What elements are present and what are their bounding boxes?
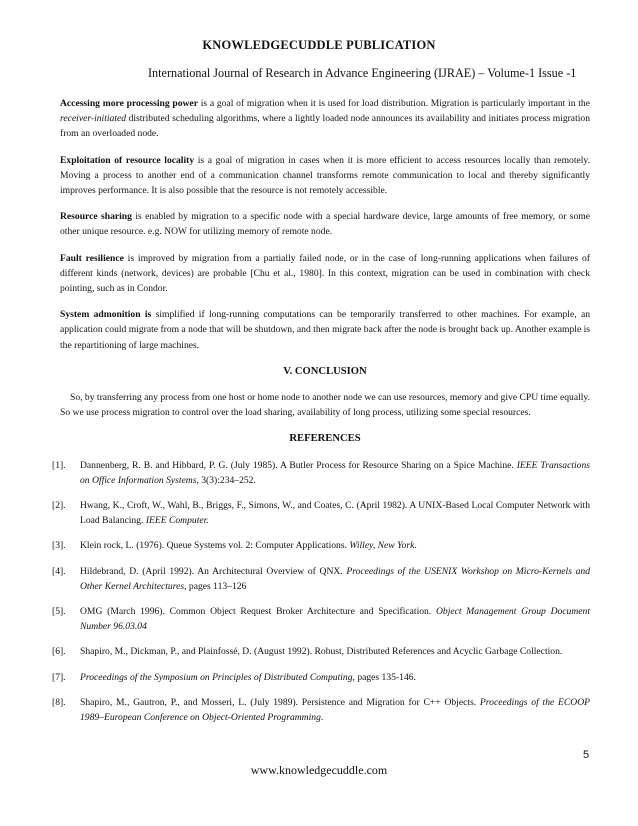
reference-number: [1].: [52, 459, 66, 471]
reference-item: [52, 458, 590, 488]
term-bold: Accessing more processing power: [60, 98, 198, 109]
reference-text: , pages 113–126: [184, 580, 247, 592]
reference-text: OMG (March 1996). Common Object Request Broker Architecture and Specification.: [80, 606, 436, 618]
reference-number: [5].: [52, 606, 66, 618]
reference-number: [4].: [52, 565, 66, 577]
reference-list: [52, 458, 591, 726]
reference-text: .: [320, 712, 324, 724]
reference-item: [52, 695, 590, 725]
paragraph-resource-sharing: [60, 209, 590, 239]
journal-header: International Journal of Research in Advance Engineering (IJRAE) – Volume-1 Issue -1: [148, 66, 577, 80]
reference-number: [6].: [52, 646, 66, 658]
reference-text: pages 135-146.: [354, 671, 416, 683]
document-body: [52, 96, 591, 735]
term-bold: Fault resilience: [60, 252, 124, 264]
page-number: 5: [583, 749, 590, 761]
footer-url: www.knowledgecuddle.com: [250, 763, 388, 777]
paragraph-text: distributed scheduling algorithms, where a lightly loaded node announces its availability and initiates process migration from an overloaded node.: [60, 113, 590, 140]
paragraph-processing-power: [60, 96, 590, 142]
references-heading: REFERENCES: [289, 433, 361, 445]
reference-number: [7].: [52, 671, 66, 683]
reference-text: , 3(3):234–252.: [196, 474, 256, 486]
reference-text: Hildebrand, D. (April 1992). An Architectural Overview of QNX.: [80, 565, 347, 577]
italic-term: receiver-initiated: [60, 113, 127, 125]
reference-number: [8].: [52, 696, 66, 708]
reference-text: Dannenberg, R. B. and Hibbard, P. G. (July 1985). A Butler Process for Resource Sharing on a Spice Machine.: [80, 459, 517, 471]
reference-text: Hwang, K., Croft, W., Wahl, B., Briggs, F., Simons, W., and Coates, C. (April 1982). A UNIX-Based Local Computer Network with Load Balancing.: [80, 500, 590, 527]
reference-source: Proceedings of the Symposium on Principles of Distributed Computing,: [80, 671, 355, 683]
paragraph-system-admonition: [60, 307, 590, 353]
reference-item: [52, 644, 590, 659]
reference-text: Shapiro, M., Dickman, P., and Plainfossé, D. (August 1992). Robust, Distributed References and Acyclic Garbage Collection.: [80, 646, 563, 658]
paragraph-resource-locality: [60, 153, 590, 199]
reference-item: [52, 604, 590, 634]
paragraph-text: simplified if long-running computations can be temporarily transferred to other machines. For example, an application could migrate from a node that will be shutdown, and then migrate back after the node is brought back up. Another example is the repartitioning of large machines.: [60, 309, 590, 351]
reference-number: [2].: [52, 500, 66, 512]
paragraph-fault-resilience: [60, 251, 590, 297]
publication-title: KNOWLEDGECUDDLE PUBLICATION: [202, 38, 436, 52]
reference-source: Proceedings of the USENIX Workshop on Micro-Kernels and Other Kernel Architectures: [80, 565, 590, 592]
reference-item: [52, 538, 590, 553]
reference-number: [3].: [52, 540, 66, 552]
term-bold: Resource sharing: [60, 211, 132, 223]
reference-source: IEEE Computer.: [145, 515, 209, 527]
reference-item: [52, 564, 590, 594]
paragraph-text: is improved by migration from a partially failed node, or in the case of long-running applications when failures of different kinds (network, devices) are probable [Chu et al., 1980]. In this context, migration can be used in combination with check pointing, such as in Condor.: [60, 252, 590, 295]
paragraph-text: is a goal of migration when it is used for load distribution. Migration is particularly important in the: [197, 98, 590, 109]
reference-source: Willey, New York: [349, 540, 415, 552]
reference-item: [52, 670, 590, 685]
paragraph-text: is a goal of migration in cases when it is more efficient to access resources locally than remotely. Moving a process to another end of a communication channel transforms remote communication to local and thereby significantly improves performance. It is also possible that the resource is not remotely accessible.: [60, 154, 590, 197]
term-bold: Exploitation of resource locality: [60, 154, 195, 166]
reference-source: Proceedings of the ECOOP 1989–European Conference on Object-Oriented Programming: [80, 696, 590, 724]
reference-source: Object Management Group Document Number 96.03.04: [80, 606, 591, 633]
reference-text: Klein rock, L. (1976). Queue Systems vol. 2: Computer Applications.: [80, 540, 350, 552]
conclusion-heading: V. CONCLUSION: [283, 365, 367, 377]
reference-text: Shapiro, M., Gautron, P., and Mosseri, L. (July 1989). Persistence and Migration for C++ Objects.: [80, 696, 480, 708]
reference-text: .: [414, 540, 417, 552]
term-bold: System admonition is: [60, 309, 152, 321]
paragraph-text: is enabled by migration to a specific node with a special hardware device, large amounts of free memory, or some other unique resource. e.g. NOW for utilizing memory of remote node.: [60, 211, 590, 238]
reference-source: IEEE Transactions on Office Information Systems: [80, 459, 590, 486]
conclusion-text: So, by transferring any process from one host or home node to another node we can use resources, memory and give CPU time equally. So we use process migration to control over the load sharing, availability of long process, utilizing some special resources.: [60, 392, 590, 419]
reference-item: [52, 498, 590, 528]
